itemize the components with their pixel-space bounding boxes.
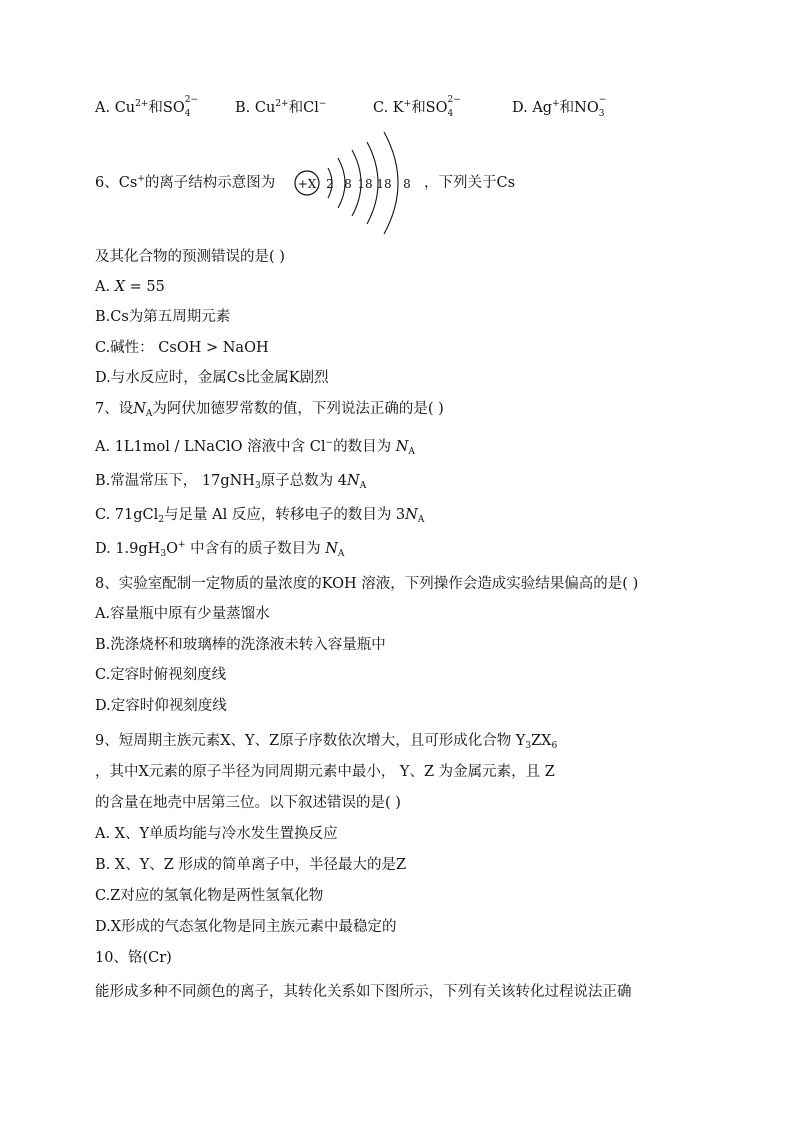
q9-option-b: B. X、Y、Z 形成的简单离子中，半径最大的是Z (95, 857, 407, 873)
q6-option-d: D.与水反应时，金属Cs比金属K剧烈 (95, 370, 329, 386)
q9-option-d: D.X形成的气态氢化物是同主族元素中最稳定的 (95, 919, 397, 935)
shell-count-5: 8 (403, 177, 411, 191)
q6-option-b: B.Cs为第五周期元素 (95, 309, 231, 325)
q6-stem-line2: 及其化合物的预测错误的是( ) (95, 249, 285, 265)
q6-stem-tail: ，下列关于Cs (424, 175, 516, 191)
shell-count-3: 18 (357, 177, 373, 191)
q6-option-c: C.碱性： CsOH > NaOH (95, 340, 269, 356)
q9-stem-line2: ，其中X元素的原子半径为同周期元素中最小， Y、Z 为金属元素，且 Z (95, 764, 555, 780)
nucleus-charge: +X (297, 177, 317, 191)
q6-option-a: A. X = 55 (95, 279, 165, 295)
q5-option-a: A. $Cu^{2+}$和SO 2− 4 (95, 95, 199, 119)
cs-ion-structure-diagram (292, 128, 422, 238)
shell-count-2: 8 (344, 177, 352, 191)
q5-option-c: C. K+和SO 2− 4 (373, 95, 461, 119)
q9-stem-line1: 9、短周期主族元素X、Y、Z原子序数依次增大，且可形成化合物 $Y_3ZX_6$ (95, 733, 558, 751)
q8-option-c: C.定容时俯视刻度线 (95, 667, 227, 683)
shell-count-1: 2 (326, 177, 334, 191)
q8-option-d: D.定容时仰视刻度线 (95, 698, 227, 714)
q7-stem: 7、设$N_A$为阿伏加德罗常数的值，下列说法正确的是( ) (95, 401, 444, 419)
q10-stem-line1: 10、铬(Cr) (95, 950, 172, 966)
q7-option-b: B.常温常压下， 17gNH$_3$原子总数为 $4N_A$ (95, 473, 367, 491)
q5-option-d: D. Ag+和NO − 3 (512, 95, 607, 119)
q7-option-c: C. 71gCl$_2$与足量 Al 反应，转移电子的数目为 $3N_A$ (95, 507, 425, 525)
q8-stem: 8、实验室配制一定物质的量浓度的KOH 溶液，下列操作会造成实验结果偏高的是( ) (95, 576, 639, 592)
shell-count-4: 18 (376, 177, 392, 191)
q9-option-c: C.Z对应的氢氧化物是两性氢氧化物 (95, 888, 324, 904)
q7-option-d: D. $1.9gH_3O^+$ 中含有的质子数目为 $N_A$ (95, 540, 345, 559)
q7-option-a: A. 1L1mol / LNaClO 溶液中含 Cl−的数目为 $N_A$ (95, 438, 415, 457)
q5-option-b: B. $Cu^{2+}$和Cl− (235, 99, 327, 116)
q6-stem-line1: 6、Cs+的离子结构示意图为 (95, 174, 276, 191)
q10-stem-line2: 能形成多种不同颜色的离子，其转化关系如下图所示，下列有关该转化过程说法正确 (95, 984, 632, 1000)
q9-option-a: A. X、Y单质均能与冷水发生置换反应 (95, 826, 338, 842)
q8-option-a: A.容量瓶中原有少量蒸馏水 (95, 606, 270, 622)
q9-stem-line3: 的含量在地壳中居第三位。以下叙述错误的是( ) (95, 795, 401, 811)
q8-option-b: B.洗涤烧杯和玻璃棒的洗涤液未转入容量瓶中 (95, 637, 386, 653)
